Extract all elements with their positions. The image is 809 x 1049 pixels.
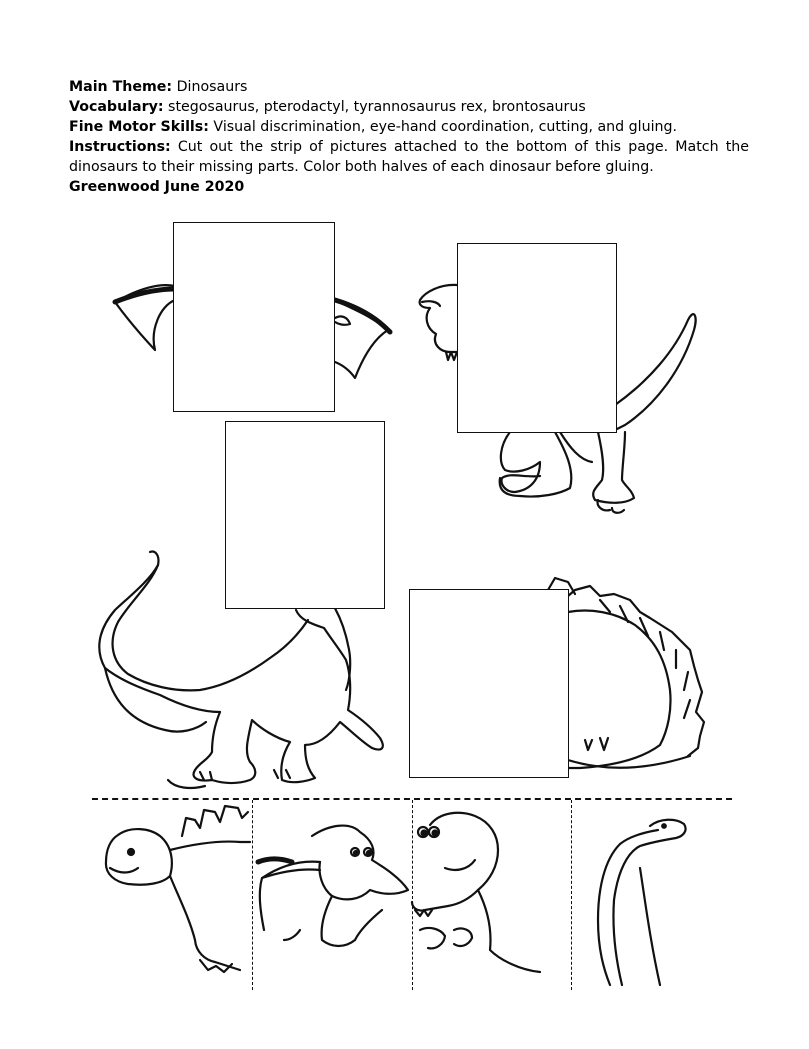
stegosaurus-partial (548, 578, 704, 768)
cut-line-vertical-3[interactable] (571, 800, 572, 990)
strip-trex-head (412, 813, 540, 972)
strip-brontosaurus-neck (598, 820, 686, 985)
vocabulary-line: Vocabulary: stegosaurus, pterodactyl, tyrannosaurus rex, brontosaurus (69, 99, 586, 115)
credit-line: Greenwood June 2020 (69, 179, 245, 195)
cut-line-vertical-1[interactable] (252, 800, 253, 990)
strip-pterodactyl-head (258, 826, 408, 946)
stegosaurus-missing-part-box[interactable] (409, 589, 569, 778)
cut-line-vertical-2[interactable] (412, 800, 413, 990)
main-theme-line: Main Theme: Dinosaurs (69, 79, 248, 95)
trex-missing-part-box[interactable] (457, 243, 617, 433)
strip-stegosaurus-head (106, 806, 250, 972)
pterodactyl-missing-part-box[interactable] (173, 222, 335, 412)
brontosaurus-missing-part-box[interactable] (225, 421, 385, 609)
instructions-line: Instructions: Cut out the strip of pictures attached to the bottom of this page. Match the dinosaurs to their missing parts. Color both halves of each dinosaur before gluing. (69, 139, 749, 175)
fine-motor-line: Fine Motor Skills: Visual discrimination, eye-hand coordination, cutting, and gluing. (69, 119, 678, 135)
